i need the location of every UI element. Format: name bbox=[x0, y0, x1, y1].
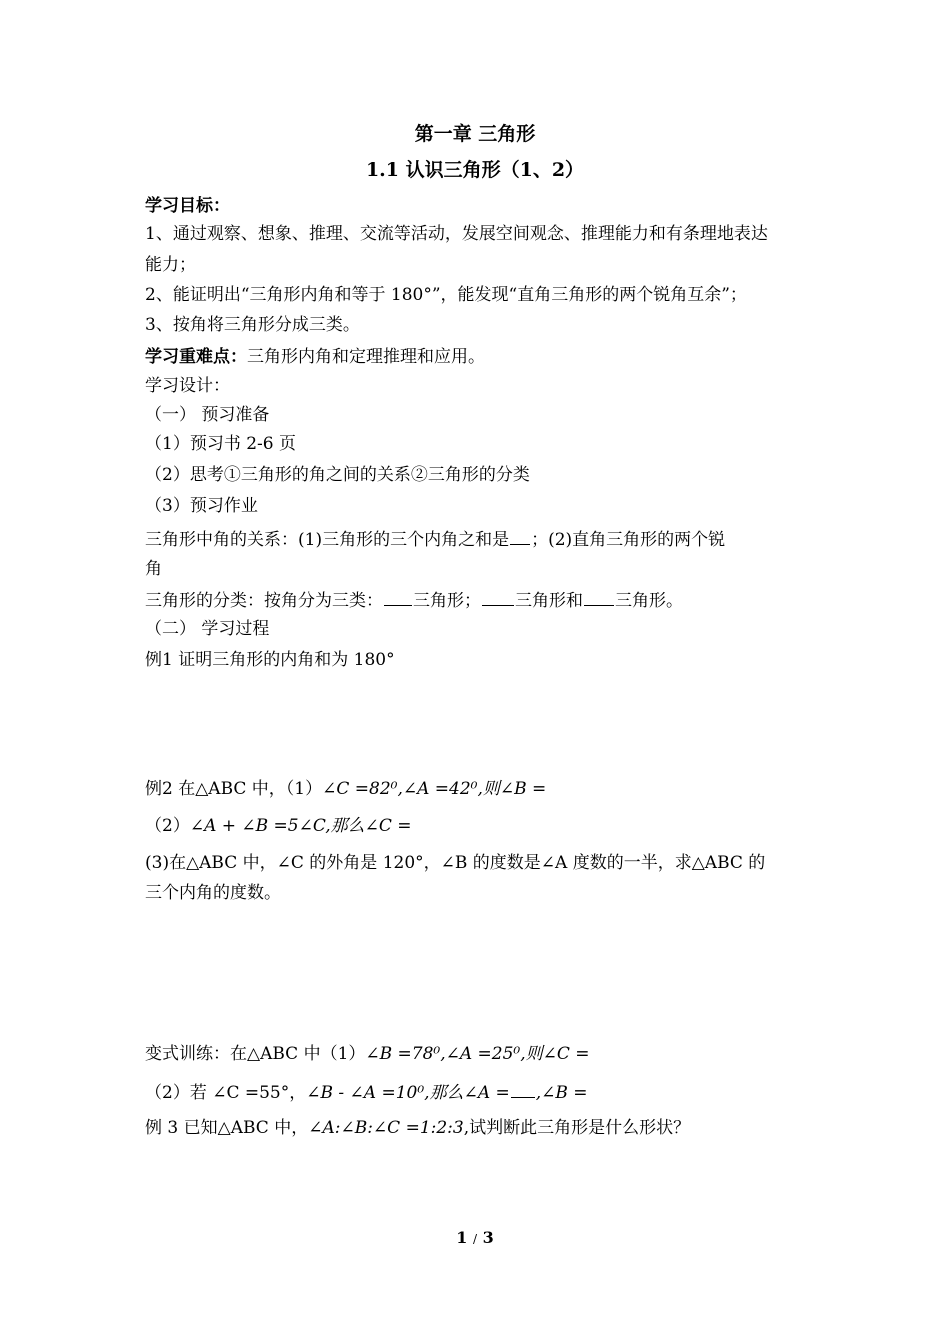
classification-line: 三角形的分类：按角分为三类： 三角形； 三角形和 三角形。 bbox=[145, 588, 683, 613]
angle-relation-line-2: 角 bbox=[145, 559, 162, 579]
objectives-heading: 学习目标： bbox=[145, 196, 230, 216]
answer-blank[interactable] bbox=[482, 588, 514, 606]
objective-1-line-2: 能力； bbox=[145, 255, 196, 275]
objective-1-line-1: 1、通过观察、想象、推理、交流等活动，发展空间观念、推理能力和有条理地表达 bbox=[145, 224, 768, 244]
math-expression: ∠B =78⁰,∠A =25⁰,则∠C = bbox=[365, 1044, 590, 1064]
example-1: 例1 证明三角形的内角和为 180° bbox=[145, 650, 395, 670]
example-2-part-1: 例2 在△ABC 中，（1）∠C =82⁰,∠A =42⁰,则∠B = bbox=[145, 779, 547, 799]
math-expression: ∠C =82⁰,∠A =42⁰,则∠B = bbox=[322, 779, 547, 799]
example-2-part-2: （2）∠A + ∠B =5∠C,那么∠C = bbox=[145, 816, 412, 836]
prep-step-3: （3）预习作业 bbox=[145, 496, 258, 516]
part-2-heading: （二） 学习过程 bbox=[145, 619, 270, 639]
objective-2: 2、能证明出“三角形内角和等于 180°”，能发现“直角三角形的两个锐角互余”； bbox=[145, 285, 747, 305]
answer-blank[interactable] bbox=[510, 527, 530, 545]
prep-step-1: （1）预习书 2-6 页 bbox=[145, 434, 296, 454]
part-1-heading: （一） 预习准备 bbox=[145, 405, 270, 425]
answer-blank[interactable] bbox=[511, 1080, 535, 1098]
design-heading: 学习设计： bbox=[145, 376, 230, 396]
key-points-heading: 学习重难点： bbox=[145, 347, 247, 367]
chapter-title: 第一章 三角形 bbox=[414, 123, 536, 145]
variant-practice-1: 变式训练：在△ABC 中（1）∠B =78⁰,∠A =25⁰,则∠C = bbox=[145, 1044, 590, 1064]
math-expression: ∠A + ∠B =5∠C,那么∠C = bbox=[189, 816, 412, 836]
section-title: 1.1 认识三角形（1、2） bbox=[365, 159, 585, 181]
page-number: 1 / 3 bbox=[456, 1228, 494, 1247]
answer-blank[interactable] bbox=[384, 588, 412, 606]
example-3: 例 3 已知△ABC 中，∠A:∠B:∠C =1:2:3,试判断此三角形是什么形状？ bbox=[145, 1118, 691, 1138]
prep-step-2: （2）思考①三角形的角之间的关系②三角形的分类 bbox=[145, 465, 530, 485]
math-expression: ∠A:∠B:∠C =1:2:3 bbox=[308, 1118, 464, 1138]
math-expression: ∠B - ∠A =10⁰ bbox=[306, 1083, 425, 1103]
variant-practice-2: （2）若 ∠C =55°，∠B - ∠A =10⁰,那么∠A = ,∠B = bbox=[145, 1080, 588, 1105]
angle-relation-line: 三角形中角的关系：(1)三角形的三个内角之和是 ；(2)直角三角形的两个锐 bbox=[145, 527, 725, 552]
example-2-part-3-line-2: 三个内角的度数。 bbox=[145, 883, 281, 903]
answer-blank[interactable] bbox=[584, 588, 614, 606]
objective-3: 3、按角将三角形分成三类。 bbox=[145, 315, 360, 335]
key-points-text: 三角形内角和定理推理和应用。 bbox=[247, 347, 485, 367]
key-points bbox=[145, 345, 485, 369]
example-2-part-3-line-1: (3)在△ABC 中，∠C 的外角是 120°，∠B 的度数是∠A 度数的一半，求△ABC 的 bbox=[145, 853, 766, 873]
